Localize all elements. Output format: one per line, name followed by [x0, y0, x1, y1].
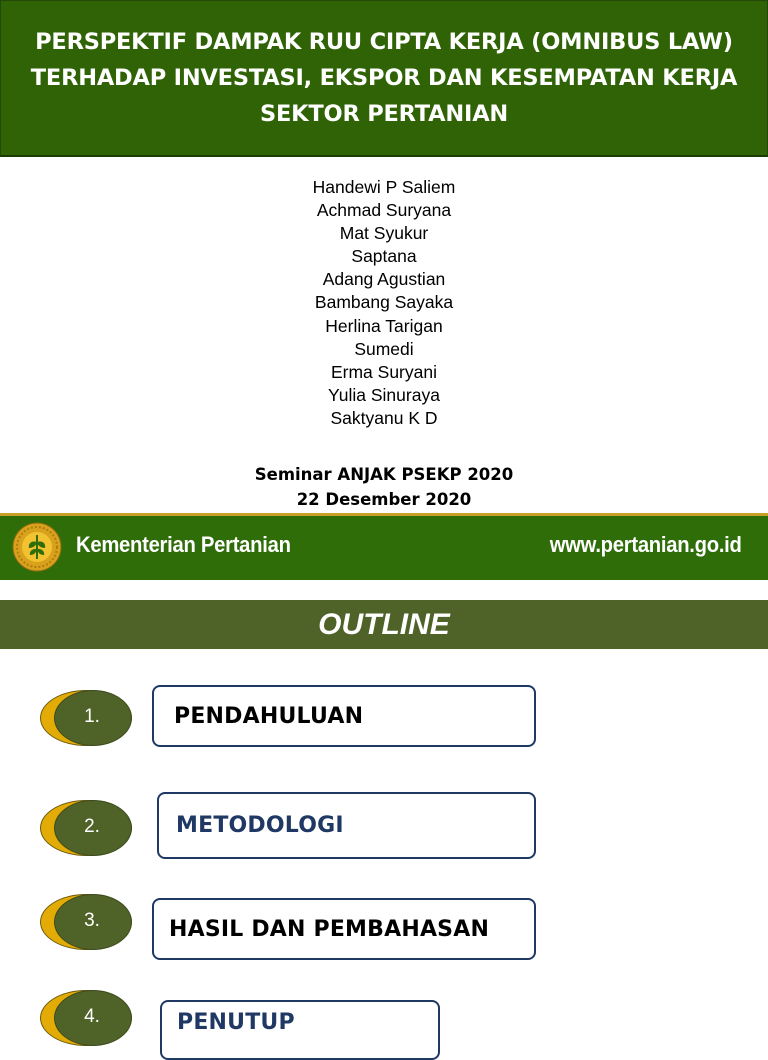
author-name: Sumedi	[354, 338, 414, 359]
event-date: 22 Desember 2020	[296, 490, 472, 509]
author-name: Mat Syukur	[339, 223, 429, 244]
outline-item-metodologi[interactable]	[157, 792, 536, 859]
author-name: Achmad Suryana	[316, 200, 452, 221]
bullet-number: 1.	[84, 706, 100, 727]
ministry-emblem-icon	[12, 522, 62, 572]
bullet-number: 2.	[84, 816, 100, 837]
bullet-number: 4.	[84, 1006, 100, 1027]
outline-item-label: METODOLOGI	[176, 813, 344, 838]
outline-bullet-1	[40, 690, 132, 746]
footer-band	[0, 513, 768, 580]
outline-title: OUTLINE	[318, 607, 450, 641]
author-name: Saktyanu K D	[330, 407, 438, 428]
website-link[interactable]: www.pertanian.go.id	[550, 532, 742, 557]
author-name: Adang Agustian	[322, 269, 446, 290]
outline-bullet-3	[40, 894, 132, 950]
author-list	[0, 176, 768, 430]
author-name: Yulia Sinuraya	[328, 384, 440, 405]
author-name: Handewi P Saliem	[312, 177, 456, 197]
outline-item-label: PENDAHULUAN	[174, 703, 364, 729]
event-name: Seminar ANJAK PSEKP 2020	[254, 465, 514, 484]
outline-item-hasil-dan-pembahasan[interactable]	[152, 898, 536, 960]
outline-item-label: HASIL DAN PEMBAHASAN	[169, 916, 490, 942]
outline-bullet-4	[40, 990, 132, 1046]
author-name: Saptana	[351, 246, 417, 267]
author-name: Bambang Sayaka	[314, 292, 454, 313]
outline-item-pendahuluan[interactable]	[152, 685, 536, 747]
outline-item-penutup[interactable]	[160, 1000, 440, 1060]
ministry-name: Kementerian Pertanian	[76, 532, 291, 557]
slide-title: PERSPEKTIF DAMPAK RUU CIPTA KERJA (OMNIBUS LAW) TERHADAP INVESTASI, EKSPOR DAN KESEMPATAN KERJA SEKTOR PERTANIAN	[30, 29, 738, 127]
outline-banner	[0, 600, 768, 649]
outline-bullet-2	[40, 800, 132, 856]
bullet-number: 3.	[84, 910, 100, 931]
title-banner	[0, 0, 768, 157]
event-info	[0, 462, 768, 512]
author-name: Erma Suryani	[330, 361, 437, 382]
outline-slide	[0, 580, 768, 1035]
author-name: Herlina Tarigan	[325, 315, 443, 336]
outline-item-label: PENUTUP	[177, 1010, 295, 1035]
